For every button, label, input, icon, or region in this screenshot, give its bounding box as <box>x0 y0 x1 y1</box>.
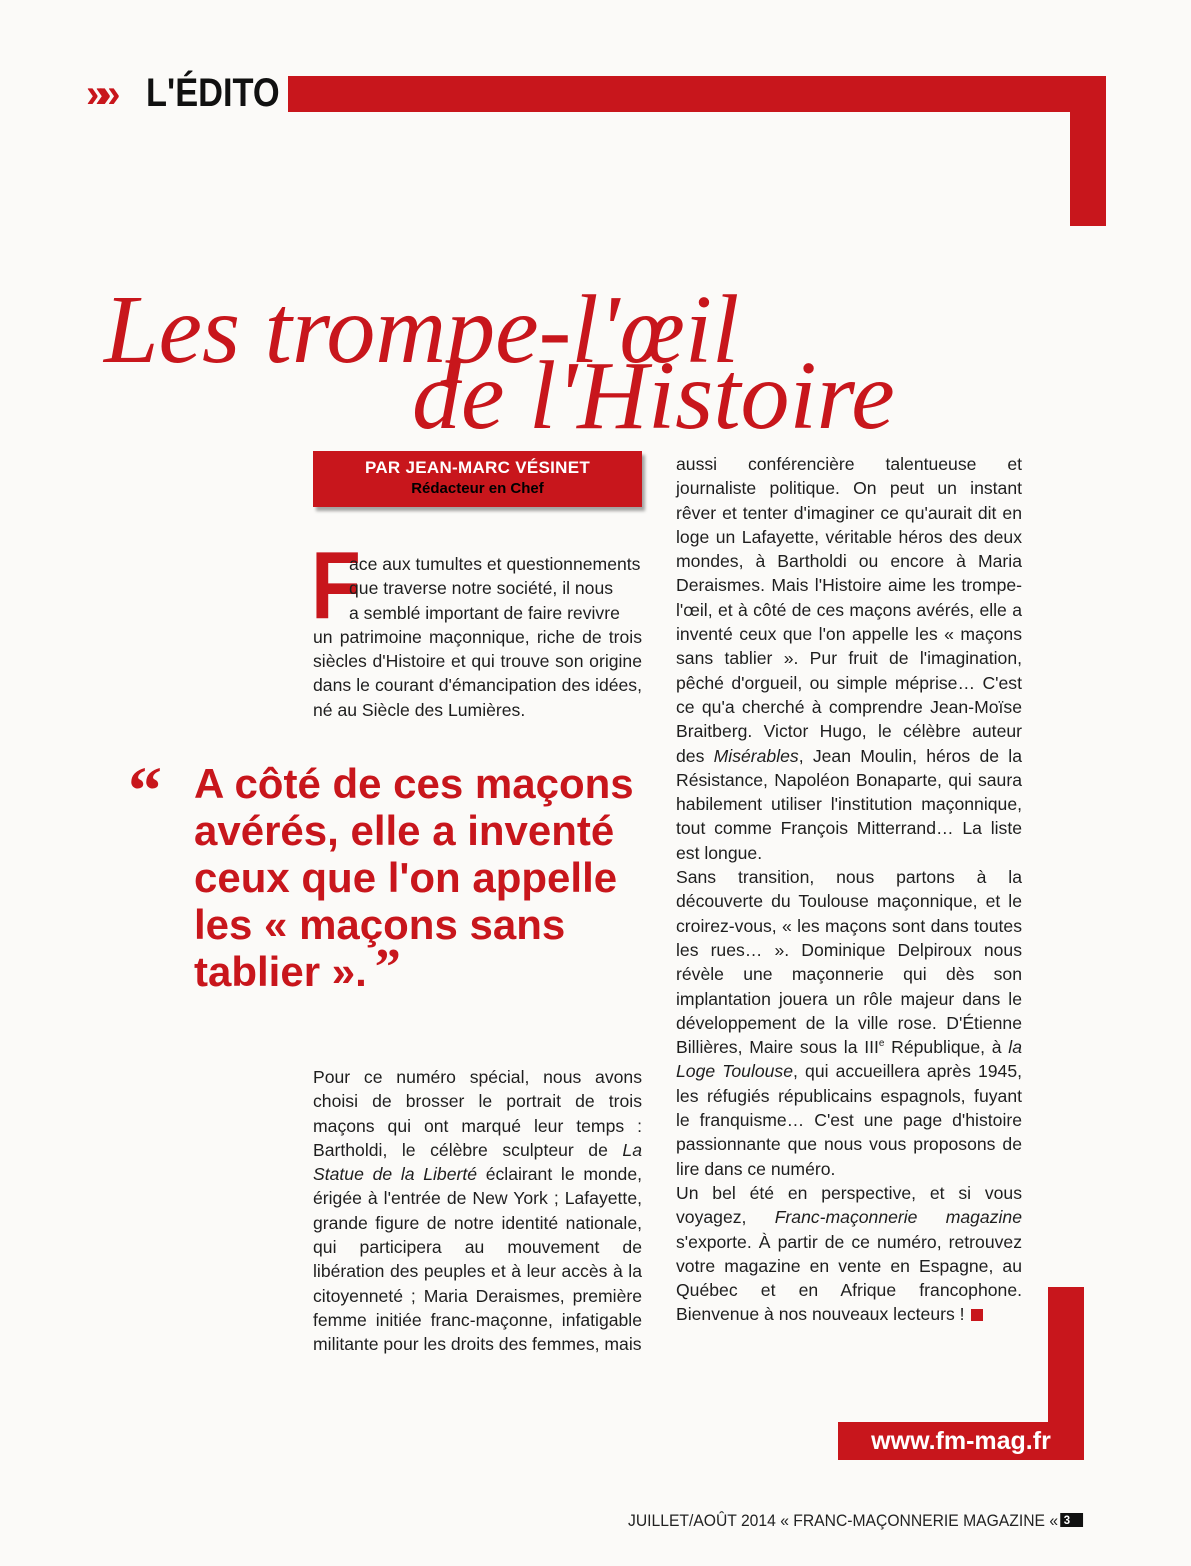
magazine-name: FRANC-MAÇONNERIE MAGAZINE <box>793 1512 1045 1530</box>
website-link[interactable]: www.fm-mag.fr <box>838 1422 1084 1460</box>
byline-role: Rédacteur en Chef <box>411 480 544 497</box>
byline-box <box>313 451 642 507</box>
header-red-bar <box>288 76 1106 112</box>
chevron-left-icon: « <box>1049 1512 1059 1530</box>
page-number: 3 <box>1060 1513 1083 1527</box>
intro-line-2: que traverse notre société, il nous <box>349 578 614 599</box>
chevron-left-icon: « <box>780 1512 789 1530</box>
page-footer <box>628 1511 1083 1531</box>
right-column-body <box>676 452 1022 1327</box>
pull-quote-text: A côté de ces maçons avérés, elle a inventé ceux que l'on appelle les « maçons sans tablier ». <box>194 760 634 995</box>
body-paragraph: Pour ce numéro spécial, nous avons choisi de brosser le portrait de trois maçons qui ont marqué leur temps : Bartholdi, le célèbre sculpteur de La Statue de la Liberté éclairant le monde, érigée à l'entrée de New York ; Lafayette, grande figure de notre identité nationale, qui participera au mouvement de libération des peuples et à leur accès à la citoyenneté ; Maria Deraismes, première femme initiée franc-maçonne, infatigable militante pour les droits des femmes, mais <box>313 1067 643 1355</box>
quote-open-mark: “ <box>128 752 162 828</box>
pull-quote <box>194 760 654 995</box>
page-title-line2: de l'Histoire <box>412 342 895 450</box>
quote-close-mark: ” <box>374 939 401 996</box>
intro-paragraph <box>311 532 642 722</box>
body-paragraph: Un bel été en perspective, et si vous voyagez, Franc-maçonnerie magazine s'exporte. À partir de ce numéro, retrouvez votre magazine en vente en Espagne, au Québec et en Afrique francophone. Bienvenue à nos nouveaux lecteurs ! <box>676 1182 1022 1325</box>
byline-author: PAR JEAN-MARC VÉSINET <box>364 458 591 477</box>
section-label: L'ÉDITO <box>146 71 280 115</box>
header-red-bar-vertical <box>1070 76 1106 226</box>
left-column-body <box>313 1065 642 1357</box>
intro-rest: un patrimoine maçonnique, riche de trois siècles d'Histoire et qui trouve son origine dans le courant d'émancipation des idées, né au Siècle des Lumières. <box>313 626 642 720</box>
drop-cap: F <box>311 532 361 639</box>
issue-date: JUILLET/AOÛT 2014 <box>628 1512 776 1530</box>
body-paragraph: Sans transition, nous partons à la découverte du Toulouse maçonnique, et le croirez-vous, « les maçons sont dans toutes les rues… ». Dominique Delpiroux nous révèle une maçonnerie qui dès son implantation jouera un rôle majeur dans le développement de la ville rose. D'Étienne Billières, Maire sous la IIIe République, à la Loge Toulouse, qui accueillera après 1945, les réfugiés républicains espagnols, fuyant le franquisme… C'est une page d'histoire passionnante que nous vous proposons de lire dans ce numéro. <box>676 867 1023 1179</box>
intro-line-3: a semblé important de faire revivre <box>349 602 620 623</box>
chevron-right-icon: »» <box>86 72 111 116</box>
end-mark-icon <box>971 1309 983 1321</box>
page-title-line1: Les trompe-l'œil <box>104 276 740 384</box>
intro-line-1: ace aux tumultes et questionnements <box>349 554 641 574</box>
body-paragraph: aussi conférencière talentueuse et journaliste politique. On peut un instant rêver et tenter d'imaginer ce qu'aurait dit en loge un Lafayette, véritable héros des deux mondes, à Bartholdi ou encore à Maria Deraismes. Mais l'Histoire aime les trompe-l'œil, et à côté de ces maçons avérés, elle a inventé ceux que l'on appelle les « maçons sans tablier ». Pur fruit de l'imagination, pêché d'orgueil, ou simple méprise… C'est ce qu'a cherché à comprendre Jean-Moïse Braitberg. Victor Hugo, le célèbre auteur des Misérables, Jean Moulin, héros de la Résistance, Napoléon Bonaparte, qui saura habilement utiliser l'institution maçonnique, tout comme François Mitterrand… La liste est longue. <box>676 454 1022 863</box>
